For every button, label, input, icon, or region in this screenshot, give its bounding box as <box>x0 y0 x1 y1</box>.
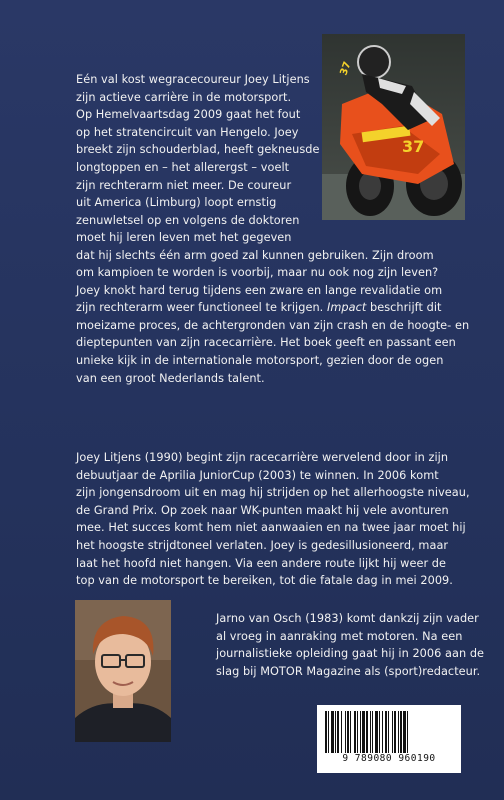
blurb-line: van een groot Nederlands talent. <box>76 371 265 385</box>
barcode-bar <box>370 711 371 753</box>
barcode-bar <box>360 711 361 753</box>
barcode-bar <box>407 711 408 753</box>
blurb-paragraph-top <box>76 71 434 265</box>
blurb-line: dieptepunten van zijn racecarrière. Het boek geeft en passant een <box>76 336 456 350</box>
bio-paragraph <box>76 449 470 590</box>
barcode-bar <box>337 711 339 753</box>
blurb-line: moeizame proces, de achtergronden van zijn crash en de hoogte- en <box>76 318 470 332</box>
blurb-line: Joey knokt hard terug tijdens een zware en lange revalidatie om <box>76 283 443 297</box>
barcode-bar <box>403 711 406 753</box>
barcode-bar <box>341 711 342 753</box>
barcode-bar <box>331 711 334 753</box>
blurb-line-text: zijn rechterarm weer functioneel te krijgen. Impact beschrijft dit <box>76 301 442 315</box>
blurb-line: zijn rechterarm niet meer. De coureur <box>76 178 292 192</box>
blurb-line: longtoppen en – het allerergst – voelt <box>76 160 290 174</box>
barcode-bar <box>379 711 380 753</box>
blurb-line: uit America (Limburg) loopt ernstig <box>76 196 277 210</box>
blurb-line: zijn actieve carrière in de motorsport. <box>76 90 292 104</box>
bio-line: top van de motorsport te bereiken, tot die fatale dag in mei 2009. <box>76 574 453 588</box>
barcode-bar <box>345 711 346 753</box>
author-line: slag bij MOTOR Magazine als (sport)redacteur. <box>216 664 481 678</box>
author-line: Jarno van Osch (1983) komt dankzij zijn vader <box>216 612 479 625</box>
bio-line: laat het hoofd niet hangen. Via een andere route lijkt hij weer de <box>76 556 446 570</box>
author-paragraph <box>216 610 484 680</box>
barcode-bar <box>347 711 349 753</box>
barcode-bar <box>400 711 402 753</box>
barcode-bar <box>335 711 336 753</box>
author-line: al vroeg in aanraking met motoren. Na een <box>216 629 463 643</box>
book-title: Impact <box>326 301 367 315</box>
blurb-line: om kampioen te worden is voorbij, maar nu ook nog zijn leven? <box>76 266 439 279</box>
barcode-bar <box>385 711 387 753</box>
isbn-number: 9 789080 960190 <box>342 753 436 764</box>
author-line: journalistieke opleiding gaat hij in 2006 aan de <box>216 647 485 661</box>
barcode-bars <box>317 705 461 757</box>
blurb-line <box>76 299 469 317</box>
blurb-line: zenuwletsel op en volgens de doktoren <box>76 213 300 227</box>
barcode-bar <box>328 711 329 753</box>
barcode-bar <box>375 711 378 753</box>
author-photo <box>75 600 171 742</box>
barcode-bar <box>394 711 396 753</box>
bio-line: het hoogste strijdtoneel verlaten. Joey is gedesillusioneerd, maar <box>76 538 449 552</box>
bio-line: zijn jongensdroom uit en mag hij strijden op het allerhoogste niveau, <box>76 486 470 500</box>
blurb-line: Op Hemelvaartsdag 2009 gaat het fout <box>76 108 301 122</box>
barcode-bar <box>357 711 358 753</box>
bio-line: de Grand Prix. Op zoek naar WK-punten maakt hij vele avonturen <box>76 503 449 517</box>
blurb-line: unieke kijk in de internationale motorsport, gezien door de ogen <box>76 353 444 367</box>
barcode-bar <box>354 711 356 753</box>
barcode-bar <box>372 711 373 753</box>
blurb-line: breekt zijn schouderblad, heeft gekneusde <box>76 143 320 157</box>
blurb-line: Eén val kost wegracecoureur Joey Litjens <box>76 73 310 86</box>
blurb-line: moet hij leren leven met het gegeven <box>76 231 292 245</box>
barcode-bar <box>392 711 393 753</box>
barcode-bar <box>388 711 389 753</box>
barcode-bar <box>325 711 327 753</box>
bio-line: mee. Het succes komt hem niet aanwaaien en na twee jaar moet hij <box>76 521 466 535</box>
blurb-paragraph-bottom <box>76 264 469 387</box>
bio-line: debuutjaar de Aprilia JuniorCup (2003) te winnen. In 2006 komt <box>76 468 439 482</box>
barcode-bar <box>350 711 351 753</box>
barcode-bar <box>362 711 365 753</box>
bio-line: Joey Litjens (1990) begint zijn racecarrière wervelend door in zijn <box>76 451 449 464</box>
barcode-bar <box>398 711 399 753</box>
bike-number: 37 <box>402 137 425 156</box>
blurb-line: dat hij slechts één arm goed zal kunnen gebruiken. Zijn droom <box>76 248 434 262</box>
front-number: 37 <box>338 60 354 78</box>
barcode-bar <box>366 711 368 753</box>
blurb-line: op het stratencircuit van Hengelo. Joey <box>76 125 299 139</box>
barcode-bar <box>382 711 383 753</box>
